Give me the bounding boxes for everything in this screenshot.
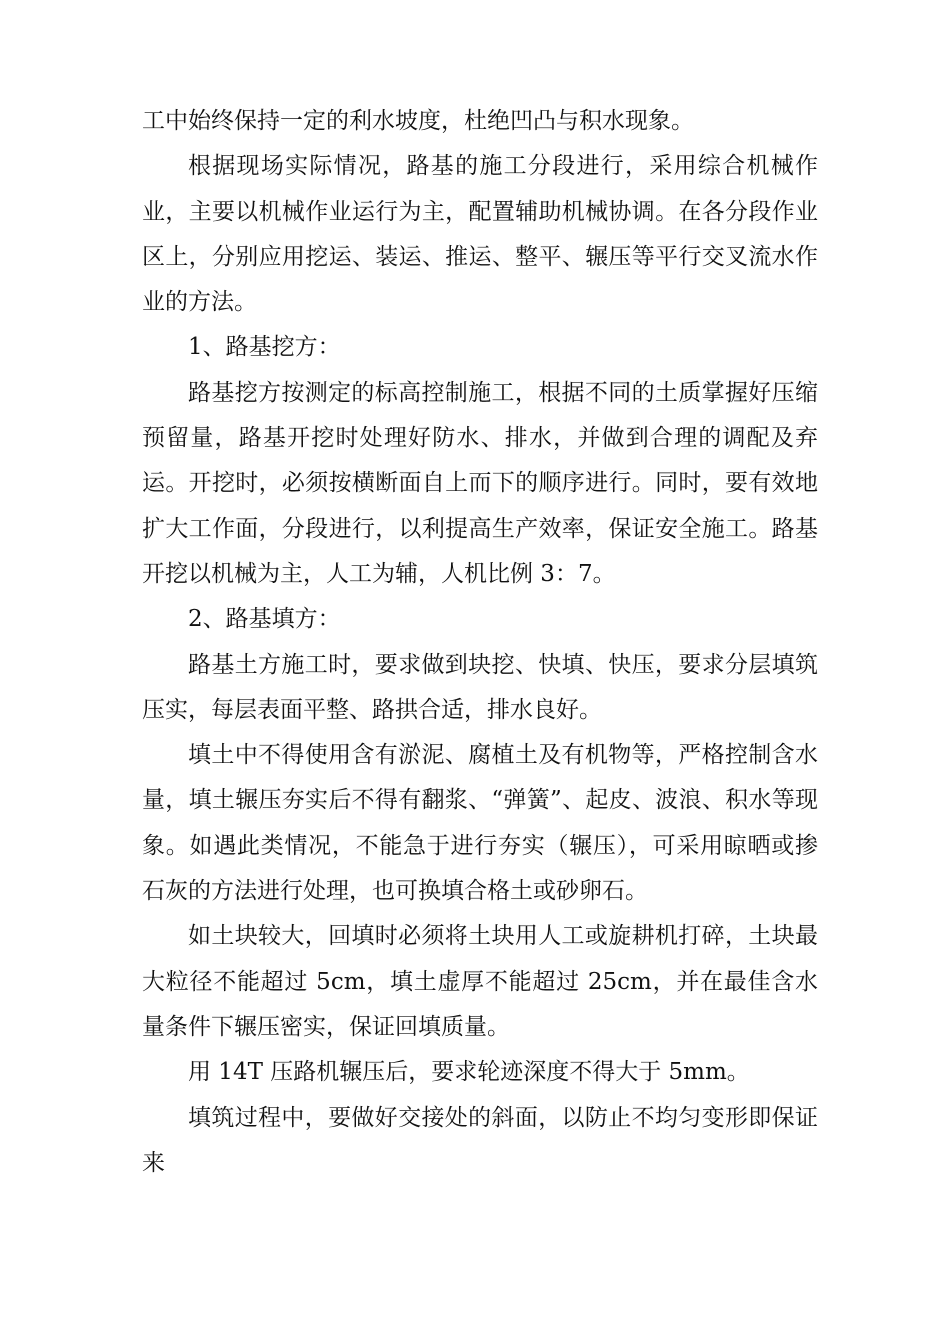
paragraph: 填土中不得使用含有淤泥、腐植土及有机物等，严格控制含水量，填土辗压夯实后不得有翻浆、“弹簧”、起皮、波浪、积水等现象。如遇此类情况，不能急于进行夯实（辗压），可采用晾晒或掺石灰的方法进行处理，也可换填合格土或砂卵石。	[142, 742, 818, 905]
paragraph: 工中始终保持一定的利水坡度，杜绝凹凸与积水现象。	[142, 108, 694, 134]
paragraph: 路基挖方按测定的标高控制施工，根据不同的土质掌握好压缩预留量，路基开挖时处理好防水、排水，并做到合理的调配及弃运。开挖时，必须按横断面自上而下的顺序进行。同时，要有效地扩大工作面，分段进行，以利提高生产效率，保证安全施工。路基开挖以机械为主，人工为辅，人机比例 3：7。	[142, 379, 818, 587]
paragraph: 根据现场实际情况，路基的施工分段进行，采用综合机械作业，主要以机械作业运行为主，配置辅助机械协调。在各分段作业区上，分别应用挖运、装运、推运、整平、辗压等平行交叉流水作业的方法。	[142, 153, 818, 316]
section-heading: 2、路基填方：	[188, 606, 341, 633]
paragraph: 如土块较大，回填时必须将土块用人工或旋耕机打碎，土块最大粒径不能超过 5cm，填土虚厚不能超过 25cm，并在最佳含水量条件下辗压密实，保证回填质量。	[142, 923, 818, 1040]
paragraph: 用 14T 压路机辗压后，要求轮迹深度不得大于 5mm。	[188, 1059, 750, 1086]
paragraph: 填筑过程中，要做好交接处的斜面，以防止不均匀变形即保证来	[142, 1104, 818, 1176]
paragraph: 路基土方施工时，要求做到块挖、快填、快压，要求分层填筑压实，每层表面平整、路拱合适，排水良好。	[142, 651, 818, 723]
document-body	[142, 99, 818, 1186]
section-heading: 1、路基挖方：	[188, 334, 341, 361]
